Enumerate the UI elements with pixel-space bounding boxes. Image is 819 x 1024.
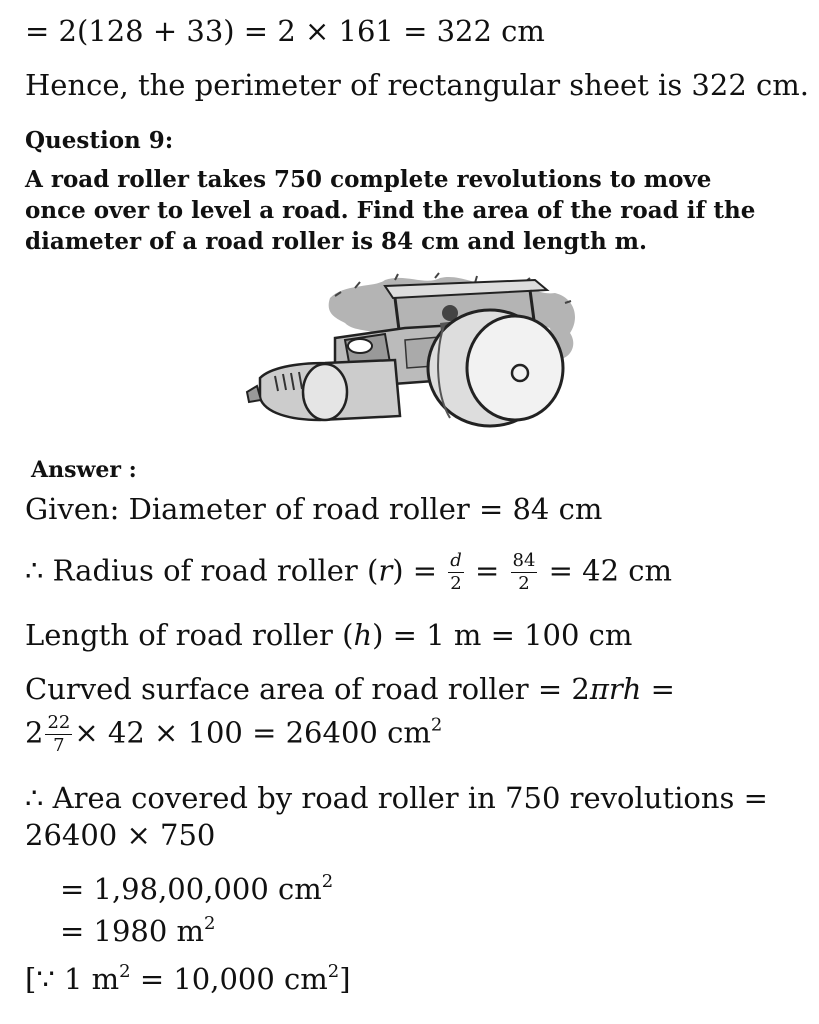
given-diameter: Given: Diameter of road roller = 84 cm xyxy=(25,492,603,526)
radius-prefix: ∴ Radius of road roller ( xyxy=(25,553,379,588)
length-prefix: Length of road roller ( xyxy=(25,618,354,652)
question-title: Question 9: xyxy=(25,127,174,154)
radius-eq: = xyxy=(465,553,509,588)
length-line xyxy=(25,618,632,652)
calc-exp: 2 xyxy=(430,714,443,736)
calc-line-perimeter: = 2(128 + 33) = 2 × 161 = 322 cm xyxy=(25,14,545,48)
fraction-22-over-7: $\frac{22}{7}$ xyxy=(47,712,71,756)
fraction-d-over-2: $\frac{d}{2}$ xyxy=(450,550,462,594)
csa-suffix: = xyxy=(641,672,675,706)
area-line-1: ∴ Area covered by road roller in 750 revolutions = xyxy=(25,781,768,815)
question-text-line-3: diameter of a road roller is 84 cm and length m. xyxy=(25,228,648,255)
radius-suffix: = 42 cm xyxy=(539,553,673,588)
length-var: h xyxy=(353,618,373,652)
area-line-2: 26400 × 750 xyxy=(25,818,216,852)
csa-formula-line xyxy=(25,672,675,706)
fraction-84-over-2: $\frac{84}{2}$ xyxy=(512,550,536,594)
question-text-line-1: A road roller takes 750 complete revolutions to move xyxy=(25,166,712,193)
csa-calc-line xyxy=(25,712,442,757)
result-cm2: = 1,98,00,000 $cm^2$ xyxy=(60,871,334,906)
calc-lead: 2 xyxy=(25,715,44,750)
question-text-line-2: once over to level a road. Find the area of the road if the xyxy=(25,197,756,224)
radius-line xyxy=(25,550,672,595)
radius-mid: ) = xyxy=(392,553,447,588)
csa-prefix: Curved surface area of road roller = 2 xyxy=(25,672,590,706)
csa-pi-rh: πrh xyxy=(589,672,642,706)
calc-rest: × 42 × 100 = 26400 cm xyxy=(74,715,431,750)
radius-var: r xyxy=(378,553,393,588)
length-suffix: ) = 1 m = 100 cm xyxy=(372,618,633,652)
perimeter-conclusion: Hence, the perimeter of rectangular sheet is 322 cm. xyxy=(25,68,809,102)
conversion-note: [∵ 1 $m^2 = 10,000$ $cm^2$] xyxy=(25,961,351,996)
answer-label: Answer : xyxy=(31,457,137,483)
result-m2: = 1980 $m^2$ xyxy=(60,913,216,948)
road-roller-illustration xyxy=(235,268,585,428)
